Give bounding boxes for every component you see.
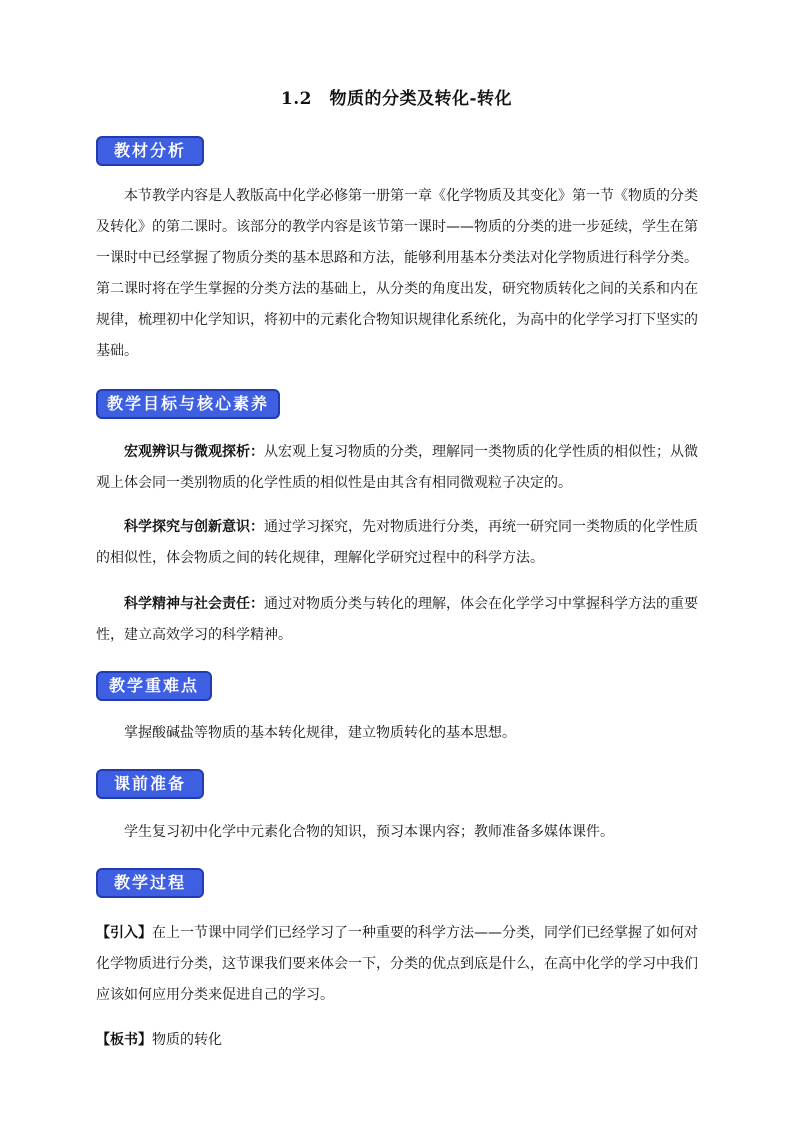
preparation-paragraph: 学生复习初中化学中元素化合物的知识，预习本课内容；教师准备多媒体课件。 xyxy=(124,824,614,840)
goal-label: 宏观辨识与微观探析： xyxy=(124,444,264,460)
goal-item xyxy=(96,437,698,499)
goal-label: 科学探究与创新意识： xyxy=(124,519,264,535)
goal-text: 从宏观上复习物质的分类，理解同一类物质的化学性质的相似性；从微观上体会同一类别物质的化学性质的相似性是由其含有相同微观粒子决定的。 xyxy=(96,444,698,491)
intro-text: 在上一节课中同学们已经学习了一种重要的科学方法——分类，同学们已经掌握了如何对化学物质进行分类，这节课我们要来体会一下，分类的优点到底是什么，在高中化学的学习中我们应该如何应用分类来促进自己的学习。 xyxy=(96,925,698,1003)
goal-label: 科学精神与社会责任： xyxy=(124,596,264,612)
board-label: 【板书】 xyxy=(96,1032,152,1048)
intro-paragraph xyxy=(96,918,698,1011)
intro-label: 【引入】 xyxy=(96,925,152,941)
page-title: 1.2 物质的分类及转化-转化 xyxy=(280,89,513,109)
section-heading-process: 教学过程 xyxy=(96,868,204,898)
board-paragraph xyxy=(96,1025,698,1056)
goal-item xyxy=(96,512,698,574)
goal-item xyxy=(96,589,698,651)
analysis-paragraph: 本节教学内容是人教版高中化学必修第一册第一章《化学物质及其变化》第一节《物质的分类及转化》的第二课时。该部分的教学内容是该节第一课时——物质的分类的进一步延续，学生在第一课时中已经掌握了物质分类的基本思路和方法，能够利用基本分类法对化学物质进行科学分类。第二课时将在学生掌握的分类方法的基础上，从分类的角度出发，研究物质转化之间的关系和内在规律，梳理初中化学知识，将初中的元素化合物知识规律化系统化，为高中的化学学习打下坚实的基础。 xyxy=(96,188,698,359)
section-heading-preparation: 课前准备 xyxy=(96,769,204,799)
board-text: 物质的转化 xyxy=(152,1032,222,1048)
section-heading-keypoints: 教学重难点 xyxy=(96,671,212,701)
section-heading-analysis: 教材分析 xyxy=(96,136,204,166)
goal-text: 通过对物质分类与转化的理解，体会在化学学习中掌握科学方法的重要性，建立高效学习的科学精神。 xyxy=(96,596,698,643)
section-heading-goals: 教学目标与核心素养 xyxy=(96,389,280,419)
keypoints-paragraph: 掌握酸碱盐等物质的基本转化规律，建立物质转化的基本思想。 xyxy=(124,725,516,741)
goal-text: 通过学习探究，先对物质进行分类，再统一研究同一类物质的化学性质的相似性，体会物质之间的转化规律，理解化学研究过程中的科学方法。 xyxy=(96,519,698,566)
